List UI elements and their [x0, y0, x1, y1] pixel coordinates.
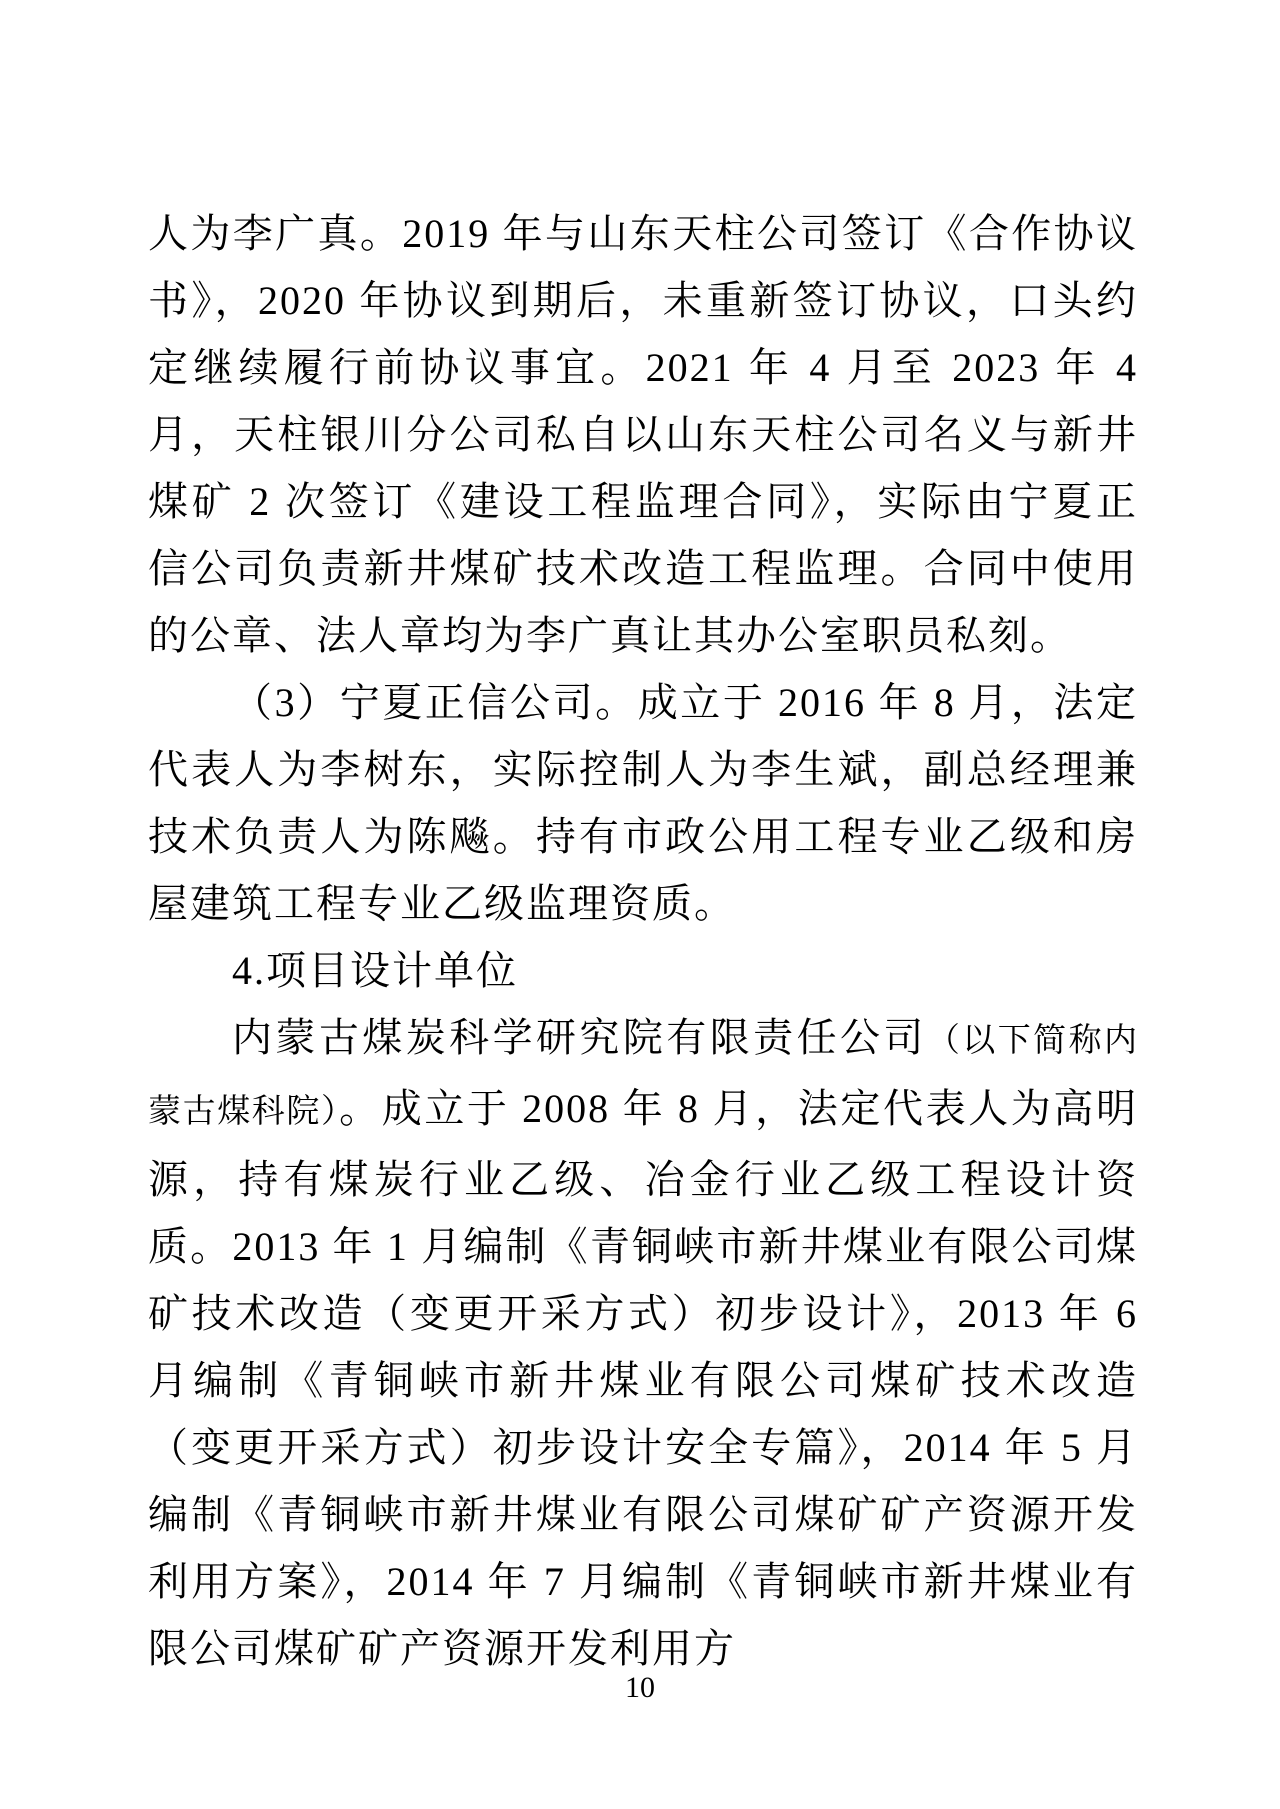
page-number: 10	[625, 1671, 655, 1704]
design-institute-name: 内蒙古煤炭科学研究院有限责任公司	[232, 1015, 927, 1060]
design-institute-details: 。成立于 2008 年 8 月，法定代表人为高明源，持有煤炭行业乙级、冶金行业乙级工程设计资质。2013 年 1 月编制《青铜峡市新井煤业有限公司煤矿技术改造（变更开采方式）初步设计》，2013 年 6 月编制《青铜峡市新井煤业有限公司煤矿技术改造（变更开采方式）初步设计安全专篇》，2014 年 5 月编制《青铜峡市新井煤业有限公司煤矿矿产资源开发利用方案》，2014 年 7 月编制《青铜峡市新井煤业有限公司煤矿矿产资源开发利用方	[148, 1086, 1138, 1671]
paragraph-continuation: 人为李广真。2019 年与山东天柱公司签订《合作协议书》，2020 年协议到期后，未重新签订协议，口头约定继续履行前协议事宜。2021 年 4 月至 2023 年 4 月，天柱银川分公司私自以山东天柱公司名义与新井煤矿 2 次签订《建设工程监理合同》，实际由宁夏正信公司负责新井煤矿技术改造工程监理。合同中使用的公章、法人章均为李广真让其办公室职员私刻。	[148, 211, 1138, 658]
abbreviation-note: （以下简称内蒙古煤科院）	[148, 1023, 1139, 1130]
section-heading-design-unit: 4.项目设计单位	[232, 948, 518, 993]
paragraph-ningxia-zhengxin: （3）宁夏正信公司。成立于 2016 年 8 月，法定代表人为李树东，实际控制人为李生斌，副总经理兼技术负责人为陈飚。持有市政公用工程专业乙级和房屋建筑工程专业乙级监理资质。	[148, 680, 1138, 926]
document-body	[148, 200, 1138, 1682]
paragraph-design-institute	[148, 1004, 1138, 1682]
